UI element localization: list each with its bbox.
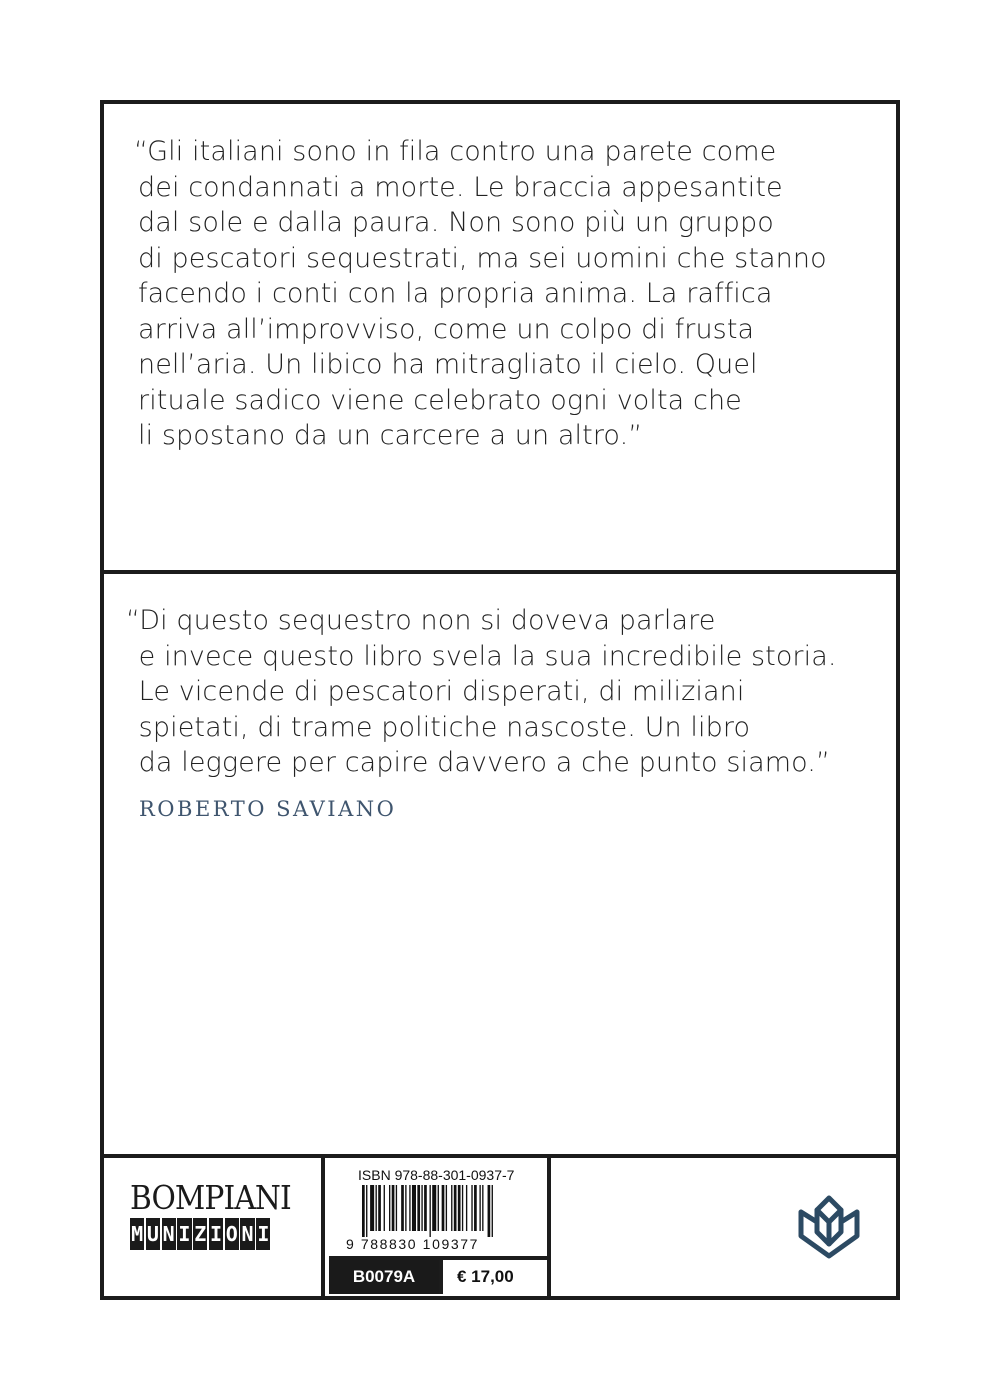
barcode-bar — [405, 1185, 406, 1231]
section-divider-bottom — [104, 1154, 896, 1158]
quote-line: Le vicende di pescatori disperati, di miliziani — [130, 676, 745, 707]
barcode-bar — [454, 1185, 457, 1231]
series-name — [130, 1218, 309, 1250]
quote-line: arriva all’improvviso, come un colpo di frusta — [138, 313, 755, 345]
barcode-bar — [384, 1185, 385, 1231]
barcode-bar — [466, 1185, 467, 1231]
series-letter: Z — [193, 1218, 207, 1250]
barcode-bar — [442, 1185, 445, 1231]
quote-line: spietati, di trame politiche nascoste. Un libro — [130, 711, 751, 743]
quote-line: li spostano da un carcere a un altro.” — [138, 420, 643, 451]
publisher-name: BOMPIANI — [130, 1178, 291, 1217]
barcode-bar — [438, 1185, 439, 1231]
quote-line: dei condannati a morte. Le braccia appesantite — [138, 171, 783, 203]
barcode-bar — [424, 1185, 427, 1231]
product-code: B0079A — [329, 1260, 439, 1294]
barcode-bar — [370, 1185, 374, 1231]
quote-line: facendo i conti con la propria anima. La raffica — [138, 278, 773, 309]
code-price-rule — [329, 1256, 547, 1260]
barcode-bar — [409, 1185, 410, 1231]
barcode-bar — [417, 1185, 420, 1231]
barcode-bar — [366, 1185, 367, 1237]
series-letter: N — [162, 1218, 176, 1250]
barcode-bar — [401, 1185, 404, 1231]
series-letter: M — [130, 1218, 144, 1250]
quote-line: dal sole e dalla paura. Non sono più un gruppo — [138, 207, 774, 238]
barcode-bar — [392, 1185, 395, 1231]
barcode-bar — [446, 1185, 447, 1231]
barcode-bar — [412, 1185, 416, 1231]
barcode-bar — [479, 1185, 480, 1231]
barcode-bar — [396, 1185, 397, 1231]
barcode-digits: 9 788830 109377 — [346, 1236, 479, 1252]
barcode-bar — [430, 1185, 431, 1237]
isbn-label: ISBN 978-88-301-0937-7 — [358, 1167, 515, 1183]
quote-line: rituale sadico viene celebrato ogni volta che — [138, 384, 742, 416]
section-divider-top — [104, 570, 896, 574]
publisher-flower-icon — [795, 1192, 863, 1262]
series-letter: I — [177, 1218, 191, 1250]
column-divider-1 — [321, 1158, 325, 1300]
barcode-bar — [462, 1185, 463, 1231]
barcode-bar — [376, 1185, 377, 1231]
quote-line: da leggere per capire davvero a che punto siamo.” — [130, 747, 831, 778]
barcode-bar — [474, 1185, 477, 1231]
code-price-separator — [439, 1260, 443, 1294]
barcode-bar — [362, 1185, 365, 1237]
barcode-bar — [492, 1185, 493, 1237]
series-letter: U — [146, 1218, 160, 1250]
barcode-bar — [378, 1185, 381, 1231]
barcode — [362, 1185, 540, 1237]
quote-line: e invece questo libro svela la sua incredibile storia. — [130, 640, 837, 672]
quote-author: ROBERTO SAVIANO — [139, 797, 397, 821]
series-letter: I — [209, 1218, 223, 1250]
barcode-bar — [482, 1185, 483, 1231]
barcode-bar — [421, 1185, 422, 1231]
barcode-bar — [389, 1185, 390, 1231]
column-divider-2 — [547, 1158, 551, 1300]
series-letter: N — [240, 1218, 254, 1250]
quote-line: di pescatori sequestrati, ma sei uomini che stanno — [138, 242, 827, 274]
quote-line: “Gli italiani sono in fila contro una parete come — [134, 136, 777, 167]
barcode-bar — [432, 1185, 436, 1231]
barcode-bar — [451, 1185, 452, 1231]
price: € 17,00 — [457, 1267, 514, 1286]
excerpt-quote — [134, 134, 827, 454]
series-letter: O — [225, 1218, 239, 1250]
series-letter: I — [256, 1218, 270, 1250]
barcode-bar — [488, 1185, 491, 1237]
review-quote — [126, 603, 837, 781]
quote-line: nell’aria. Un libico ha mitragliato il cielo. Quel — [138, 349, 758, 380]
barcode-bar — [458, 1185, 461, 1231]
publisher-logo — [130, 1178, 309, 1250]
quote-line: “Di questo sequestro non si doveva parlare — [126, 605, 716, 636]
barcode-bar — [471, 1185, 472, 1231]
